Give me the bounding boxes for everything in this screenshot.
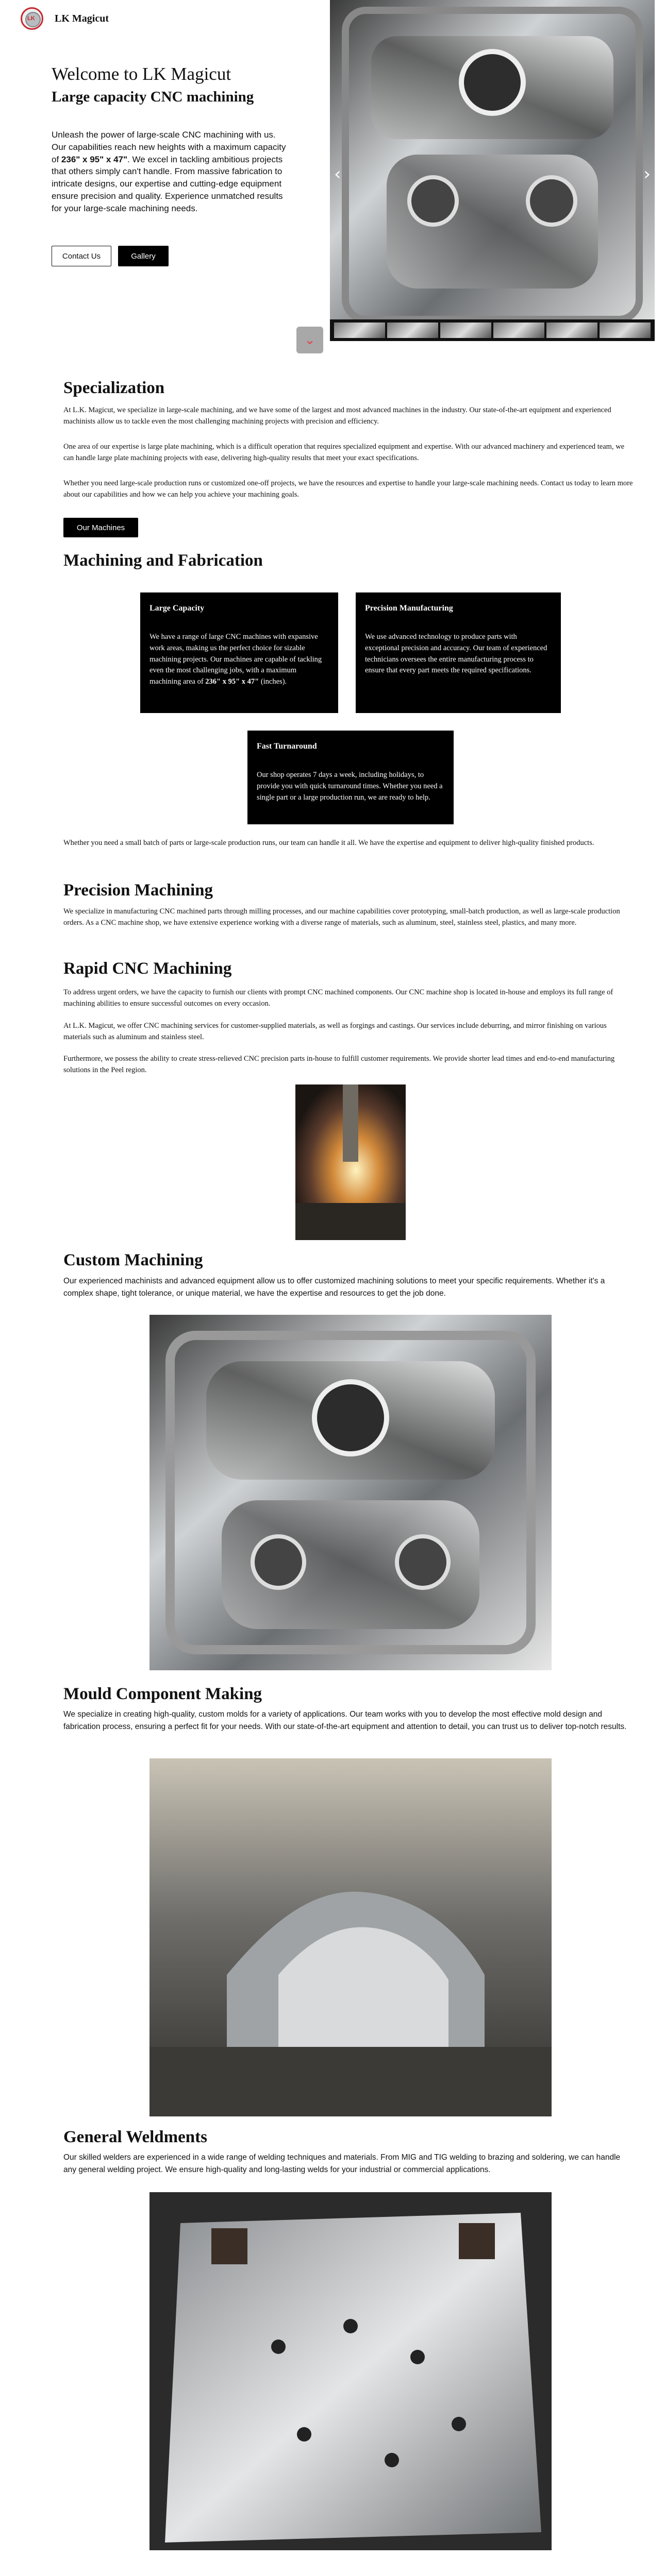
- contact-us-button[interactable]: Contact Us: [52, 246, 111, 266]
- carousel-prev-icon[interactable]: ‹: [334, 164, 341, 184]
- our-machines-button[interactable]: Our Machines: [63, 518, 138, 537]
- mould-heading: Mould Component Making: [63, 1685, 262, 1703]
- chevron-down-icon: ⌄: [304, 332, 315, 348]
- carousel-thumb[interactable]: [440, 323, 491, 338]
- hero-carousel[interactable]: [330, 0, 655, 341]
- card-title: Precision Manufacturing: [365, 604, 453, 613]
- rapid-heading: Rapid CNC Machining: [63, 959, 232, 978]
- carousel-thumb[interactable]: [334, 323, 385, 338]
- brand-link[interactable]: [21, 7, 109, 30]
- rapid-p2: At L.K. Magicut, we offer CNC machining services for customer-supplied materials, as well as forgings and castings. Our services include deburring, and mirror finishing on various materials such as aluminum and stainless steel.: [63, 1022, 607, 1042]
- fabrication-heading: Machining and Fabrication: [63, 551, 263, 570]
- carousel-thumb[interactable]: [546, 323, 597, 338]
- mould-text: We specialize in creating high-quality, custom molds for a variety of applications. Our team works with you to develop the most effective mold design and fabrication process, ensuring a perfect fit for your needs. With our state-of-the-art equipment and attention to detail, you can trust us to deliver top-notch results.: [63, 1710, 627, 1732]
- cnc-drilling-image: [295, 1084, 406, 1240]
- specialization-p1: At L.K. Magicut, we specialize in large-scale machining, and we have some of the largest and most advanced machines in the industry. Our state-of-the-art equipment and experienced machinists allow us to tackle even the most challenging machining projects with precision and efficiency.: [63, 406, 611, 426]
- brand-name: LK Magicut: [55, 12, 109, 24]
- precision-manufacturing-card: [356, 592, 561, 713]
- carousel-thumbnails: [330, 319, 655, 341]
- card-text: Our shop operates 7 days a week, including holidays, to provide you with quick turnaround times. Whether you need a single part or a large production run, we are ready to help.: [257, 771, 443, 802]
- fast-turnaround-card: [247, 731, 454, 824]
- rapid-p3: Furthermore, we possess the ability to create stress-relieved CNC precision parts in-house to fulfill customer requirements. We provide shorter lead times and end-to-end manufacturing solutions in the Peel region.: [63, 1055, 615, 1075]
- hero-title: Welcome to LK Magicut: [52, 64, 231, 84]
- specialization-heading: Specialization: [63, 379, 165, 397]
- large-capacity-card: [140, 592, 338, 713]
- welded-plate-image: [149, 2192, 552, 2550]
- carousel-thumb[interactable]: [493, 323, 544, 338]
- fabrication-closing: Whether you need a small batch of parts or large-scale production runs, our team can handle it all. We have the expertise and equipment to deliver high-quality finished products.: [63, 839, 594, 847]
- carousel-thumb[interactable]: [387, 323, 438, 338]
- specialization-p3: Whether you need large-scale production runs or customized one-off projects, we have the resources and expertise to handle your large-scale machining needs. Contact us today to learn more about our capabilities and how we can help you achieve your machining goals.: [63, 479, 633, 499]
- logo: [21, 7, 43, 30]
- custom-heading: Custom Machining: [63, 1251, 203, 1269]
- card-text: We use advanced technology to produce parts with exceptional precision and accuracy. Our team of experienced technicians oversees the entire manufacturing process to ensure that every part meets the required specifications.: [365, 633, 547, 675]
- rapid-p1: To address urgent orders, we have the capacity to furnish our clients with prompt CNC machined components. Our CNC machine shop is located in-house and employs its full range of machining abilities to ensure successful outcomes on every occasion.: [63, 988, 613, 1008]
- specialization-p2: One area of our expertise is large plate machining, which is a difficult operation that requires specialized equipment and expertise. With our advanced machinery and experienced team, we can handle large plate machining projects with ease, delivering high-quality results that meet your exact specifications.: [63, 443, 625, 463]
- carousel-next-icon[interactable]: ›: [643, 164, 651, 184]
- gallery-button[interactable]: Gallery: [118, 246, 169, 266]
- custom-text: Our experienced machinists and advanced equipment allow us to offer customized machining solutions to meet your specific requirements. Whether it's a complex shape, tight tolerance, or unique material, we have the expertise and resources to get the job done.: [63, 1277, 605, 1298]
- card-title: Fast Turnaround: [257, 742, 317, 751]
- weldments-heading: General Weldments: [63, 2128, 207, 2146]
- machined-part-image: [330, 0, 655, 341]
- card-title: Large Capacity: [149, 604, 205, 613]
- custom-machined-part-image: [149, 1315, 552, 1670]
- hero-text: Unleash the power of large-scale CNC machining with us. Our capabilities reach new heights with a maximum capacity of 236" x 95" x 47". We excel in tackling ambitious projects that others simply can't handle. From massive fabrication to intricate designs, our expertise and cutting-edge equipment ensure precision and quality. Experience unmatched results for your large-scale machining needs.: [52, 130, 286, 213]
- card-text: We have a range of large CNC machines with expansive work areas, making us the perfect choice for sizable machining projects. Our machines are capable of tackling even the most challenging jobs, with a maximum machining area of 236" x 95" x 47" (inches).: [149, 633, 322, 686]
- mould-component-image: [149, 1758, 552, 2116]
- weldments-text: Our skilled welders are experienced in a wide range of welding techniques and materials. From MIG and TIG welding to brazing and soldering, we can handle any general welding project. We ensure high-quality and long-lasting welds for your industrial or commercial applications.: [63, 2153, 621, 2175]
- carousel-thumb[interactable]: [600, 323, 651, 338]
- hero-subtitle: Large capacity CNC machining: [52, 89, 254, 105]
- scroll-down-button[interactable]: [296, 327, 323, 353]
- precision-text: We specialize in manufacturing CNC machined parts through milling processes, and our machine capabilities cover prototyping, small-batch production, as well as large-scale production orders. As a CNC machine shop, we have extensive experience working with a diverse range of materials, such as aluminum, steel, stainless steel, plastics, and many more.: [63, 907, 620, 927]
- precision-heading: Precision Machining: [63, 881, 213, 900]
